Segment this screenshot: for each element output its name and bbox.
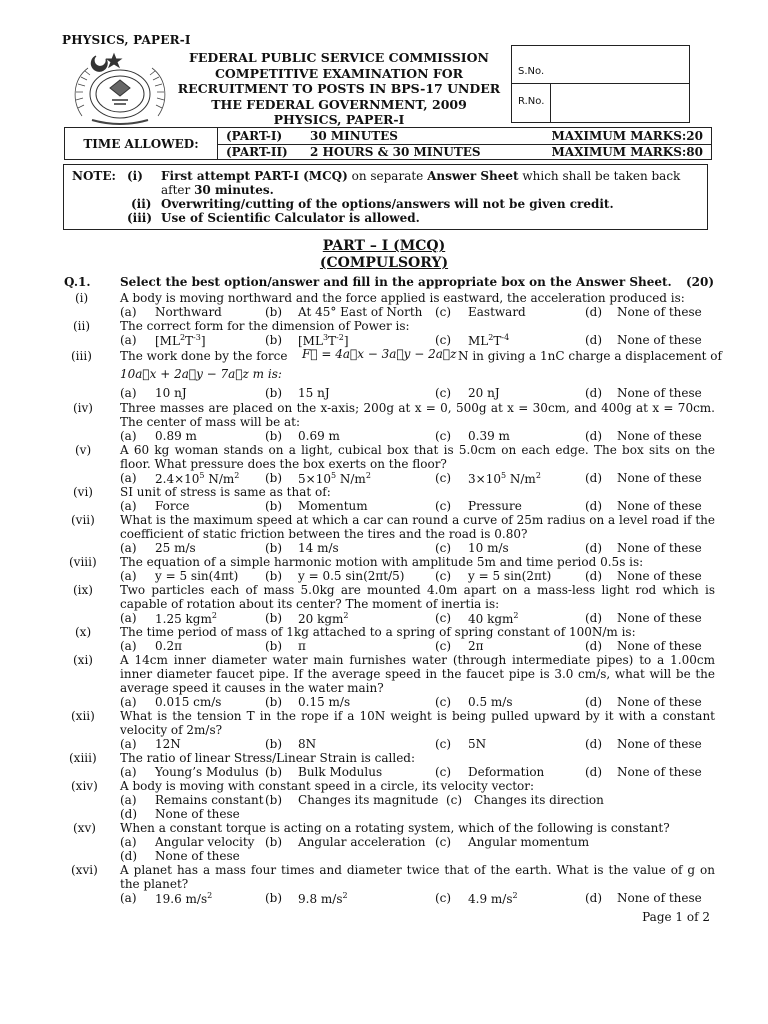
item-question: A 14cm inner diameter water main furnishes water (through intermediate pipes) to a 1.00cm inner diameter faucet pipe. If the average speed in the faucet pipe is 3.0 cm/s, what will be the average speed it causes in the water main? [120, 653, 715, 695]
option-text: None of these [617, 639, 702, 653]
time-duration: 30 MINUTES [310, 129, 398, 143]
divider [550, 84, 551, 122]
option-label: (c) [435, 569, 452, 583]
note-text: on separate [347, 169, 428, 183]
time-max-marks: MAXIMUM MARKS:20 [551, 129, 703, 143]
part-subtitle: (COMPULSORY) [319, 255, 449, 271]
option-text: Young’s Modulus [155, 765, 259, 779]
superscript: 2 [211, 611, 217, 620]
option-text: 10 nJ [155, 386, 187, 400]
note-item-3: Use of Scientific Calculator is allowed. [161, 211, 420, 225]
option-text: None of these [617, 765, 702, 779]
item-question: What is the maximum speed at which a car can round a curve of 25m radius on a level road if the coefficient of static friction between the tires and the road is 0.80? [120, 513, 715, 541]
item-question: Three masses are placed on the x-axis; 200g at x = 0, 500g at x = 30cm, and 400g at x = 70cm. The center of mass will be at: [120, 401, 715, 429]
note-item-2: Overwriting/cutting of the options/answers will not be given credit. [161, 197, 614, 211]
option-text: Pressure [468, 499, 522, 513]
option-label: (d) [585, 499, 603, 513]
option-label: (d) [585, 386, 603, 400]
option-label: (b) [265, 569, 283, 583]
superscript: 2 [342, 891, 348, 900]
option-label: (b) [265, 471, 283, 485]
time-max-marks: MAXIMUM MARKS:80 [551, 144, 703, 159]
option-text: Eastward [468, 305, 526, 319]
superscript: 5 [500, 471, 507, 480]
part-heading [0, 238, 768, 272]
option-label: (d) [585, 333, 603, 347]
item-question: When a constant torque is acting on a rotating system, which of the following is constant? [120, 821, 670, 835]
option-text: 0.015 cm/s [155, 695, 222, 709]
commission-line: THE FEDERAL GOVERNMENT, 2009 [211, 96, 467, 112]
option-text [155, 611, 217, 626]
option-text: None of these [617, 737, 702, 751]
option-label: (b) [265, 429, 283, 443]
option-label: (d) [585, 891, 603, 905]
dim-text: ML [468, 334, 489, 348]
option-text: At 45° East of North [298, 305, 423, 319]
superscript: 2 [179, 333, 186, 342]
note-text: First attempt [161, 169, 255, 183]
option-text: None of these [617, 499, 702, 513]
option-label: (b) [265, 765, 283, 779]
note-text: 30 minutes. [194, 183, 274, 197]
option-label: (d) [585, 639, 603, 653]
option-label: (d) [585, 569, 603, 583]
option-label: (c) [435, 499, 452, 513]
option-text: None of these [617, 891, 702, 905]
value-text: 3×10 [468, 472, 501, 486]
option-text: None of these [617, 471, 702, 485]
superscript: -3 [193, 333, 201, 342]
item-question: The work done by the force [120, 349, 288, 363]
option-label: (d) [585, 695, 603, 709]
value-text: 19.6 m/s [155, 892, 208, 906]
option-label: (a) [120, 305, 137, 319]
item-number: (xv) [73, 821, 96, 835]
value-text: N/m [506, 472, 536, 486]
option-label: (c) [435, 891, 452, 905]
option-label: (c) [435, 471, 452, 485]
note-label: NOTE: [72, 169, 116, 183]
superscript: -2 [336, 333, 344, 342]
superscript: 2 [488, 333, 494, 342]
dim-text: ] [200, 334, 206, 348]
time-allowed-table [64, 127, 712, 160]
superscript: 2 [513, 611, 519, 620]
option-text: 0.5 m/s [468, 695, 513, 709]
superscript: 2 [207, 891, 213, 900]
option-text: π [298, 639, 306, 653]
superscript: 2 [512, 891, 518, 900]
displacement-equation: 10a⃗x + 2a⃗y − 7a⃗z m is: [120, 367, 282, 381]
option-text: None of these [617, 333, 702, 347]
option-text [298, 471, 371, 486]
item-question: What is the tension T in the rope if a 10N weight is being pulled upward by it with a constant velocity of 2m/s? [120, 709, 715, 737]
note-box [63, 164, 708, 230]
serial-number-label: S.No. [518, 66, 545, 77]
option-label: (a) [120, 499, 137, 513]
option-label: (d) [585, 429, 603, 443]
item-question: A planet has a mass four times and diameter twice that of the earth. What is the value of g on the planet? [120, 863, 715, 891]
value-text: 5×10 [298, 472, 331, 486]
fpsc-emblem-icon [66, 50, 174, 126]
time-part: (PART-II) [226, 144, 288, 159]
option-label: (a) [120, 765, 137, 779]
option-label: (c) [446, 793, 463, 807]
option-text: 20 nJ [468, 386, 500, 400]
option-label: (a) [120, 429, 137, 443]
option-label: (c) [435, 386, 452, 400]
superscript: 2 [234, 471, 240, 480]
option-text: Changes its magnitude [298, 793, 439, 807]
item-number: (xiv) [71, 779, 98, 793]
item-number: (vi) [73, 485, 93, 499]
roll-number-label: R.No. [518, 96, 545, 107]
option-text: 0.39 m [468, 429, 510, 443]
option-text: None of these [617, 386, 702, 400]
option-text: Force [155, 499, 190, 513]
option-text: 14 m/s [298, 541, 339, 555]
part-title: PART – I (MCQ) [322, 238, 446, 254]
note-item-number: (i) [127, 169, 143, 183]
paper-tag: PHYSICS, PAPER-I [62, 33, 191, 47]
item-number: (iv) [73, 401, 93, 415]
option-label: (d) [585, 471, 603, 485]
option-label: (b) [265, 305, 283, 319]
option-label: (d) [120, 849, 138, 863]
dim-text: T [328, 334, 337, 348]
option-text: 5N [468, 737, 487, 751]
item-number: (xvi) [71, 863, 98, 877]
option-label: (a) [120, 793, 137, 807]
option-label: (b) [265, 611, 283, 625]
option-label: (a) [120, 569, 137, 583]
note-item-1 [161, 169, 680, 183]
option-label: (c) [435, 541, 452, 555]
option-label: (c) [435, 695, 452, 709]
dim-text: T [185, 334, 194, 348]
option-label: (a) [120, 639, 137, 653]
question-number: Q.1. [64, 275, 91, 289]
option-label: (a) [120, 386, 137, 400]
option-text: 0.2π [155, 639, 182, 653]
commission-line: RECRUITMENT TO POSTS IN BPS-17 UNDER [177, 81, 501, 97]
option-label: (c) [435, 611, 452, 625]
option-text: y = 0.5 sin(2πt/5) [298, 569, 405, 583]
option-label: (c) [435, 639, 452, 653]
option-label: (d) [585, 765, 603, 779]
option-label: (b) [265, 386, 283, 400]
option-text: None of these [155, 849, 240, 863]
option-text: None of these [617, 695, 702, 709]
option-label: (c) [435, 765, 452, 779]
option-label: (d) [585, 737, 603, 751]
option-text: None of these [617, 541, 702, 555]
option-label: (a) [120, 611, 137, 625]
option-text [298, 611, 349, 626]
superscript: 2 [365, 471, 371, 480]
option-label: (b) [265, 891, 283, 905]
option-label: (b) [265, 737, 283, 751]
roll-number-row [512, 84, 689, 122]
item-number: (v) [75, 443, 92, 457]
time-allowed-label: TIME ALLOWED: [65, 128, 218, 159]
option-label: (c) [435, 835, 452, 849]
commission-line: PHYSICS, PAPER-I [273, 112, 405, 128]
item-question: The equation of a simple harmonic motion with amplitude 5m and time period 0.5s is: [120, 555, 644, 569]
value-text: N/m [336, 472, 366, 486]
option-text: 0.89 m [155, 429, 197, 443]
time-row [218, 144, 711, 160]
item-number: (iii) [71, 349, 92, 363]
note-item-number: (ii) [131, 197, 152, 211]
item-number: (xii) [71, 709, 95, 723]
serial-number-row [512, 46, 689, 84]
option-label: (d) [585, 305, 603, 319]
item-question: SI unit of stress is same as that of: [120, 485, 331, 499]
option-text: None of these [617, 569, 702, 583]
option-label: (a) [120, 333, 137, 347]
option-label: (b) [265, 541, 283, 555]
option-text: Angular acceleration [298, 835, 426, 849]
force-equation: F⃗ = 4a⃗x − 3a⃗y − 2a⃗z [302, 347, 457, 361]
item-number: (i) [75, 291, 89, 305]
dim-text: T [493, 334, 502, 348]
option-label: (c) [435, 333, 452, 347]
time-duration: 2 HOURS & 30 MINUTES [310, 144, 481, 159]
item-question: A 60 kg woman stands on a light, cubical box that is 5.0cm on each edge. The box sits on the floor. What pressure does the box exerts on the floor? [120, 443, 715, 471]
option-text: Angular momentum [468, 835, 590, 849]
option-label: (a) [120, 541, 137, 555]
value-text: N/m [204, 472, 235, 486]
item-question: A body is moving northward and the force applied is eastward, the acceleration produced is: [120, 291, 685, 305]
note-text: Answer Sheet [427, 169, 519, 183]
option-text: 0.69 m [298, 429, 340, 443]
option-text [468, 611, 519, 626]
option-text [155, 891, 212, 906]
option-label: (b) [265, 333, 283, 347]
option-label: (a) [120, 695, 137, 709]
item-number: (vii) [71, 513, 95, 527]
value-text: 20 kgm [298, 612, 344, 626]
option-text: 10 m/s [468, 541, 509, 555]
option-label: (c) [435, 429, 452, 443]
option-text: 15 nJ [298, 386, 330, 400]
option-label: (a) [120, 737, 137, 751]
option-text [468, 471, 541, 486]
option-label: (d) [120, 807, 138, 821]
option-text: 12N [155, 737, 181, 751]
item-number: (viii) [69, 555, 97, 569]
option-label: (b) [265, 793, 283, 807]
note-text: after [161, 183, 195, 197]
value-text: 1.25 kgm [155, 612, 212, 626]
option-text [155, 333, 206, 348]
dim-text: ] [343, 334, 349, 348]
option-text: Northward [155, 305, 222, 319]
option-text: Momentum [298, 499, 368, 513]
time-part: (PART-I) [226, 129, 283, 143]
item-question: The ratio of linear Stress/Linear Strain is called: [120, 751, 416, 765]
option-text: 25 m/s [155, 541, 196, 555]
option-label: (c) [435, 737, 452, 751]
commission-line: COMPETITIVE EXAMINATION FOR [214, 65, 464, 81]
option-label: (d) [585, 541, 603, 555]
option-label: (c) [435, 305, 452, 319]
value-text: 9.8 m/s [298, 892, 343, 906]
note-item-1-cont [161, 183, 274, 197]
option-text: None of these [617, 611, 702, 625]
option-text: y = 5 sin(4πt) [155, 569, 239, 583]
item-number: (xi) [73, 653, 93, 667]
option-label: (d) [585, 611, 603, 625]
serial-roll-box [511, 45, 690, 123]
item-number: (x) [75, 625, 92, 639]
item-number: (xiii) [69, 751, 97, 765]
option-label: (a) [120, 835, 137, 849]
option-text: None of these [617, 305, 702, 319]
option-label: (a) [120, 891, 137, 905]
option-text: y = 5 sin(2πt) [468, 569, 552, 583]
superscript: -4 [501, 333, 510, 342]
item-question-cont: N in giving a 1nC charge a displacement of [458, 349, 722, 363]
commission-line: FEDERAL PUBLIC SERVICE COMMISSION [189, 50, 489, 65]
item-question: Two particles each of mass 5.0kg are mounted 4.0m apart on a mass-less light rod which is capable of rotation about its center? The moment of inertia is: [120, 583, 715, 611]
option-label: (b) [265, 639, 283, 653]
page-number: Page 1 of 2 [642, 910, 710, 924]
option-text [468, 333, 509, 348]
question-marks: (20) [686, 275, 715, 289]
note-text: PART-I (MCQ) [254, 169, 348, 183]
item-question: The time period of mass of 1kg attached to a spring of spring constant of 100N/m is: [120, 625, 636, 639]
option-text: None of these [155, 807, 240, 821]
option-label: (a) [120, 471, 137, 485]
option-text: Deformation [468, 765, 545, 779]
dim-text: [ML [298, 334, 323, 348]
option-label: (b) [265, 695, 283, 709]
value-text: 4.9 m/s [468, 892, 513, 906]
option-text: Changes its direction [474, 793, 604, 807]
item-number: (ix) [73, 583, 93, 597]
option-label: (b) [265, 499, 283, 513]
option-text: Bulk Modulus [298, 765, 383, 779]
note-text: which shall be taken back [518, 169, 681, 183]
superscript: 3 [322, 333, 329, 342]
option-text: Remains constant [155, 793, 264, 807]
item-number: (ii) [73, 319, 91, 333]
dim-text: [ML [155, 334, 180, 348]
item-question: The correct form for the dimension of Power is: [120, 319, 410, 333]
option-text [468, 891, 518, 906]
option-text [155, 471, 239, 486]
note-item-number: (iii) [127, 211, 153, 225]
option-text [298, 333, 349, 348]
superscript: 2 [535, 471, 541, 480]
option-text [298, 891, 348, 906]
value-text: 2.4×10 [155, 472, 200, 486]
time-row [218, 128, 711, 145]
value-text: 40 kgm [468, 612, 514, 626]
superscript: 5 [199, 471, 205, 480]
option-text: Angular velocity [155, 835, 255, 849]
option-text: 8N [298, 737, 317, 751]
superscript: 2 [343, 611, 349, 620]
item-question: A body is moving with constant speed in a circle, its velocity vector: [120, 779, 535, 793]
commission-heading [176, 50, 502, 128]
option-text: None of these [617, 429, 702, 443]
option-label: (b) [265, 835, 283, 849]
option-text: 2π [468, 639, 484, 653]
superscript: 5 [330, 471, 337, 480]
option-text: 0.15 m/s [298, 695, 351, 709]
question-instruction: Select the best option/answer and fill in the appropriate box on the Answer Sheet. [120, 275, 672, 289]
